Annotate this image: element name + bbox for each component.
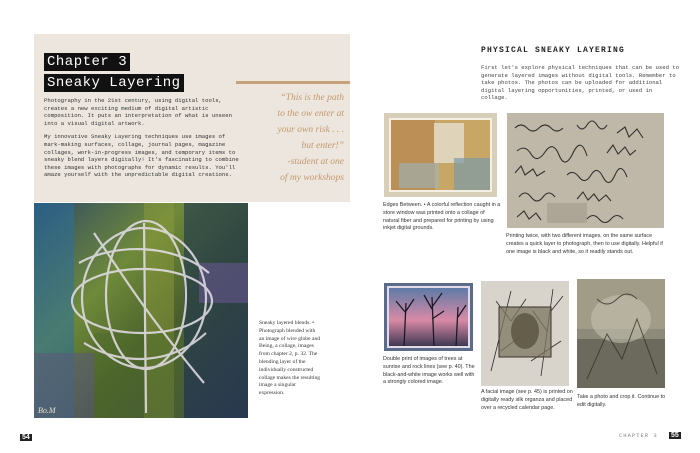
quote-line: but enter!” bbox=[301, 141, 344, 151]
artwork-signature: Bo.M bbox=[38, 406, 56, 415]
chapter-intro-text bbox=[44, 97, 240, 185]
quote-line: your own risk . . . bbox=[277, 125, 344, 135]
chapter-title bbox=[44, 52, 184, 94]
caption-take-a-photo: Take a photo and crop it. Continue to edit digitally. bbox=[577, 394, 666, 408]
intro-paragraph-2: My innovative Sneaky Layering techniques use images of mark-making surfaces, collage, journal pages, magazine collages, work-in-progress images, and temporary items to sneaky blend layers digitally! It's fascinating to combine these images with photographs for dynamic results. You'll amaze yourself with the unpredictable digital creations. bbox=[44, 133, 239, 179]
page-number-right: 55 bbox=[671, 432, 679, 439]
student-quote bbox=[232, 90, 344, 186]
quote-line: of my workshops bbox=[280, 173, 344, 183]
photo-facial-image bbox=[481, 281, 569, 386]
photo-double-print bbox=[384, 283, 473, 351]
photo-double-print-image bbox=[384, 283, 473, 351]
quote-rule bbox=[236, 81, 350, 84]
section-title: PHYSICAL SNEAKY LAYERING bbox=[481, 46, 626, 55]
caption-edges-between: Edges Between. • A colorful reflection caught in a store window was printed onto a collage of natural fiber and prepared for printing by using inkjet digital grounds. bbox=[383, 202, 501, 232]
section-intro: First let's explore physical techniques that can be used to generate layered images without digital tools. Remember to take photos. The photos can be uploaded for additional digital layering opportunities, printed, or used in collage. bbox=[481, 64, 680, 102]
quote-line: “This is the path bbox=[280, 93, 344, 103]
caption-printing-twice: Printing twice, with two different images, on the same surface creates a quick layer to photograph, then to use digitally. Helpful if one image is black and white, so it readily stands out. bbox=[506, 233, 663, 255]
photo-edges-between bbox=[384, 113, 497, 197]
photo-printing-twice-image bbox=[507, 113, 664, 228]
photo-take-a-photo bbox=[577, 279, 665, 388]
caption-facial: A facial image (see p. 45) is printed on digitally ready silk organza and placed over a recycled calendar page. bbox=[481, 389, 573, 411]
caption-double-print: Double print of images of trees at sunrise and rock lines (see p. 40). The black-and-white image works well with a strongly colored image. bbox=[383, 356, 475, 386]
intro-paragraph-1: Photography in the 21st century, using digital tools, creates a new exciting medium of digital artistic composition. It puts an interpretation of what is unseen into a visual digital artwork. bbox=[44, 97, 232, 127]
page-number-left: 54 bbox=[22, 434, 30, 441]
photo-printing-twice bbox=[507, 113, 664, 228]
quote-line: to the ow enter at bbox=[277, 109, 344, 119]
photo-facial-image-svg bbox=[481, 281, 569, 386]
quote-line: -student at one bbox=[287, 157, 344, 167]
artwork-image bbox=[34, 203, 248, 418]
left-image-caption: Sneaky layered blends. • Photograph blended with an image of wire globe and Being, a collage, images from chapter 2, p. 32. The blending layer of the individually constructed collage makes the resulting image a singular expression. bbox=[259, 320, 321, 397]
chapter-footer: CHAPTER 3 bbox=[619, 432, 658, 439]
photo-take-a-photo-image bbox=[577, 279, 665, 388]
chapter-name: Sneaky Layering bbox=[44, 74, 184, 92]
sneaky-layered-artwork bbox=[34, 203, 248, 418]
photo-edges-image bbox=[384, 113, 497, 197]
chapter-number: Chapter 3 bbox=[44, 53, 130, 71]
